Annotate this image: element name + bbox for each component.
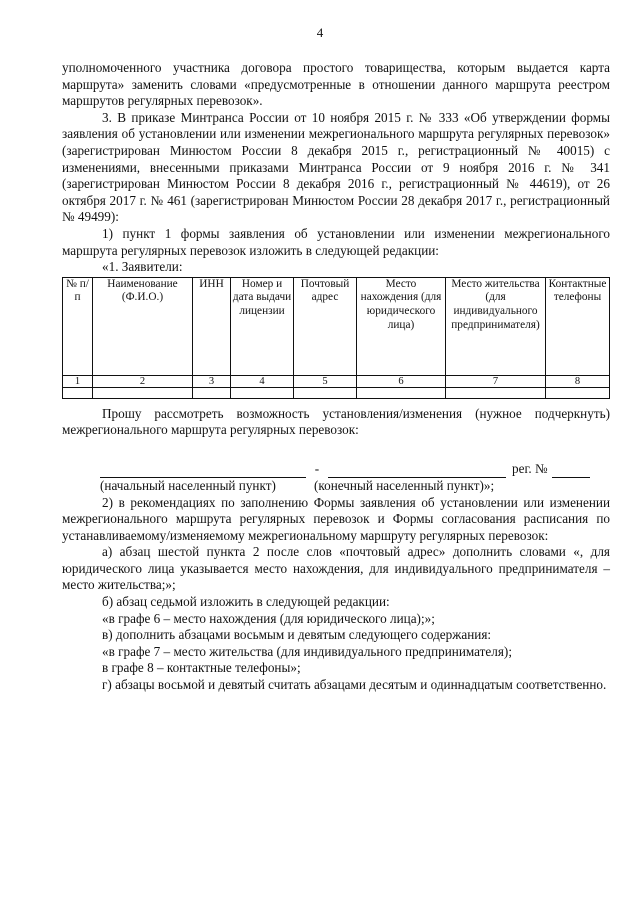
table-number-cell: 5 — [294, 375, 357, 387]
end-point-caption: (конечный населенный пункт)»; — [314, 477, 495, 493]
paragraph-subitem-1: 1) пункт 1 формы заявления об установлении или изменении межрегионального маршрута регулярных перевозок изложить в следующей редакции: — [62, 225, 610, 258]
table-header-cell: Место жительства (для индивидуального предпринимателя) — [446, 277, 546, 375]
table-number-cell: 4 — [231, 375, 294, 387]
table-empty-cell — [546, 387, 610, 398]
document-body — [62, 60, 610, 694]
table-title: «1. Заявители: — [102, 259, 183, 275]
paragraph-v-quote-1: «в графе 7 – место жительства (для индивидуального предпринимателя); — [102, 643, 512, 659]
paragraph-v: в) дополнить абзацами восьмым и девятым следующего содержания: — [102, 627, 492, 643]
table-empty-cell — [193, 387, 231, 398]
table-number-cell: 6 — [357, 375, 446, 387]
table-empty-cell — [63, 387, 93, 398]
end-point-blank — [328, 465, 506, 478]
table-header-cell: Место нахождения (для юридического лица) — [357, 277, 446, 375]
table-empty-cell — [231, 387, 294, 398]
start-point-blank — [100, 465, 306, 478]
paragraph-intro: уполномоченного участника договора простого товарищества, которым выдается карта маршрута» заменить словами «предусмотренные в отношении данного маршрута реестром маршрутов регулярных перевозок». — [62, 60, 610, 109]
table-empty-cell — [294, 387, 357, 398]
table-number-cell: 7 — [446, 375, 546, 387]
paragraph-a: а) абзац шестой пункта 2 после слов «почтовый адрес» дополнить словами «, для юридического лица указывается место нахождения, для индивидуального предпринимателя – место жительства;»; — [62, 544, 610, 593]
paragraph-request: Прошу рассмотреть возможность установления/изменения (нужное подчеркнуть) межрегионального маршрута регулярных перевозок: — [62, 405, 610, 438]
paragraph-v-quote-2: в графе 8 – контактные телефоны»; — [102, 660, 301, 676]
table-number-cell: 8 — [546, 375, 610, 387]
table-number-cell: 2 — [93, 375, 193, 387]
route-fill-line — [62, 461, 610, 478]
paragraph-b-quote: «в графе 6 – место нахождения (для юридического лица);»; — [102, 610, 435, 626]
paragraph-b: б) абзац седьмой изложить в следующей редакции: — [102, 594, 390, 610]
table-header-cell: Номер и дата выдачи лицензии — [231, 277, 294, 375]
table-number-cell: 3 — [193, 375, 231, 387]
table-empty-cell — [93, 387, 193, 398]
table-header-cell: Наименование (Ф.И.О.) — [93, 277, 193, 375]
start-point-caption: (начальный населенный пункт) — [100, 477, 276, 493]
table-number-cell: 1 — [63, 375, 93, 387]
reg-number-blank — [552, 465, 590, 478]
table-header-cell: № п/п — [63, 277, 93, 375]
table-empty-cell — [357, 387, 446, 398]
page-number: 4 — [316, 25, 324, 40]
paragraph-subitem-2: 2) в рекомендациях по заполнению Формы заявления об установлении или изменении межрегионального маршрута регулярных перевозок и Формы согласования расписания по устанавливаемому/изменяемому межрегиональному маршруту регулярных перевозок: — [62, 494, 610, 543]
table-header-cell: ИНН — [193, 277, 231, 375]
paragraph-g: г) абзацы восьмой и девятый считать абзацами десятым и одиннадцатым соответственно. — [102, 677, 607, 693]
route-dash: - — [314, 461, 320, 477]
table-header-cell: Контактные телефоны — [546, 277, 610, 375]
applicants-table — [62, 277, 610, 399]
table-header-cell: Почтовый адрес — [294, 277, 357, 375]
route-captions — [62, 478, 610, 495]
table-empty-cell — [446, 387, 546, 398]
paragraph-item-3: 3. В приказе Минтранса России от 10 ноября 2015 г. № 333 «Об утверждении формы заявления об установлении или изменении межрегионального маршрута регулярных перевозок» (зарегистрирован Минюстом России 8 декабря 2015 г., регистрационный № 40015) с изменениями, внесенными приказами Минтранса России от 9 ноября 2016 г. № 341 (зарегистрирован Минюстом России 8 декабря 2016 г., регистрационный № 44619), от 26 октября 2017 г. № 461 (зарегистрирован Минюстом России 28 декабря 2017 г., регистрационный № 49499): — [62, 109, 610, 225]
reg-number-label: рег. № — [512, 461, 548, 477]
